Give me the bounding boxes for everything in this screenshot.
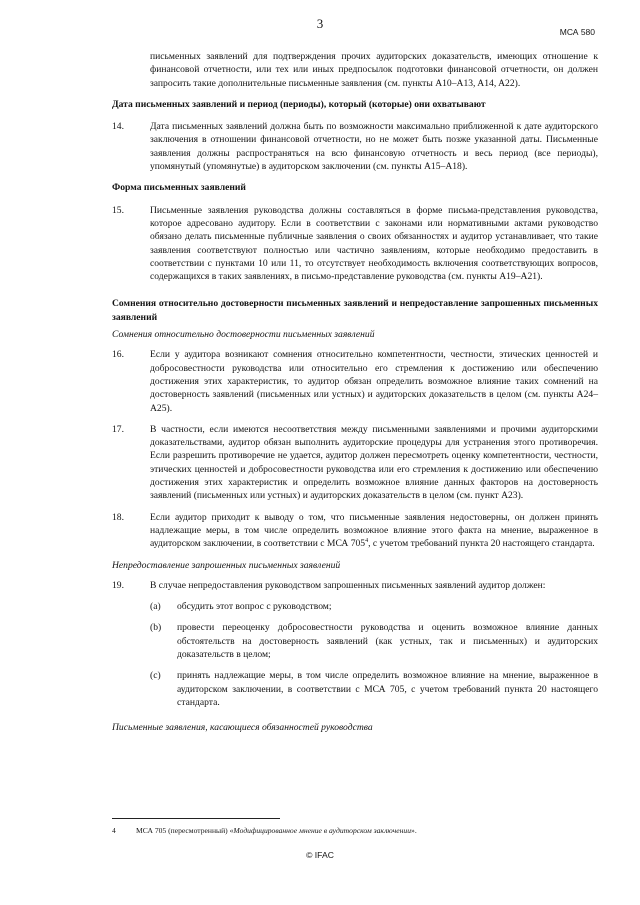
paragraph-18-text-b: , с учетом требований пункта 20 настоящего стандарта. — [368, 538, 595, 550]
subparagraph-text: провести переоценку добросовестности руководства и оценить возможное влияние данных обстоятельств на достоверность заявлений (как устных, так и письменных) и аудиторских доказательств в целом; — [177, 622, 598, 660]
paragraph-number: 15. — [112, 204, 124, 216]
heading-date-of-representations: Дата письменных заявлений и период (периоды), который (которые) они охватывают — [112, 98, 486, 110]
paragraph-text: В частности, если имеются несоответствия между письменными заявлениями и прочими аудиторскими доказательствами, аудитор обязан выполнить аудиторские процедуры для устранения этого противоречия. Если разрешить противоречие не удается, аудитор должен пересмотреть оценку компетентности, честности, этических ценностей и добросовестности руководства или его стремления к достижению или обеспечению достижения этих характеристик и определить возможное влияние данных факторов на достоверность заявлений (письменных или устных) и аудиторских доказательств в целом (см. пункт A23). — [150, 423, 598, 502]
subparagraph-label: (a) — [150, 601, 161, 613]
paragraph-text: Дата письменных заявлений должна быть по возможности максимально приближенной к дате аудиторского заключения в отношении финансовой отчетности, но не может быть позже указанной даты. Письменные заявления должны распространяться на всю финансовую отчетность и весь период (все периоды), упомянутый (упомянутые) в аудиторском заключении (см. пункты A15–A18). — [150, 121, 598, 173]
subparagraph-19b — [150, 621, 598, 661]
footnote-divider — [112, 818, 280, 819]
paragraph-15 — [112, 204, 598, 284]
copyright-notice: © IFAC — [306, 850, 334, 860]
paragraph-16 — [112, 348, 598, 414]
subparagraph-label: (b) — [150, 622, 162, 634]
heading-form-of-representations: Форма письменных заявлений — [112, 182, 246, 194]
subheading-doubts: Сомнения относительно достоверности письменных заявлений — [112, 329, 375, 341]
page-number: 3 — [316, 16, 324, 31]
paragraph-18 — [112, 511, 598, 551]
subparagraph-19a — [150, 600, 598, 613]
subheading-non-provision: Непредоставление запрошенных письменных заявлений — [112, 559, 341, 571]
paragraph-text: В случае непредоставления руководством запрошенных письменных заявлений аудитор должен: — [150, 579, 546, 591]
paragraph-number: 19. — [112, 579, 124, 591]
footnote-mark: 4 — [112, 826, 116, 835]
paragraph-17 — [112, 423, 598, 503]
subparagraph-19c — [150, 669, 598, 709]
footnote-reference: 4 — [365, 538, 369, 545]
footnote-source: МСА 705 (пересмотренный) « — [136, 826, 234, 835]
intro-paragraph: письменных заявлений для подтверждения прочих аудиторских доказательств, имеющих отношение к финансовой отчетности, или тех или иных предпосылок подготовки финансовой отчетности, он должен запросить такие дополнительные письменные заявления (см. пункты A10–A13, A14, A22). — [150, 51, 598, 89]
footnote-text — [136, 826, 417, 835]
subparagraph-text: обсудить этот вопрос с руководством; — [177, 601, 332, 613]
document-code: МСА 580 — [559, 27, 595, 37]
paragraph-number: 16. — [112, 349, 124, 361]
paragraph-number: 17. — [112, 423, 124, 435]
paragraph-18-text-a: Если аудитор приходит к выводу о том, что письменные заявления недостоверны, он должен принять надлежащие меры, в том числе определить возможное влияние этого факта на мнение, выраженное в аудиторском заключении, в соответствии с МСА 705 — [150, 511, 598, 550]
heading-doubts-and-non-provision: Сомнения относительно достоверности письменных заявлений и непредоставление запрошенных письменных заявлений — [112, 298, 598, 323]
footnote-title: Модифицированное мнение в аудиторском заключении — [233, 826, 412, 835]
paragraph-number: 14. — [112, 121, 124, 133]
subparagraph-text: принять надлежащие меры, в том числе определить возможное влияние на мнение, выраженное в аудиторском заключении, в соответствии с МСА 705, с учетом требований пункта 20 настоящего стандарта. — [177, 670, 598, 708]
subheading-management-responsibilities: Письменные заявления, касающиеся обязанностей руководства — [112, 722, 373, 734]
document-body — [112, 50, 598, 741]
paragraph-text: Письменные заявления руководства должны составляться в форме письма-представления руководства, которое адресовано аудитору. Если в соответствии с законами или нормативными актами руководство обязано делать письменные публичные заявления о своих обязанностях и аудитор устанавливает, что такие заявления соответствуют полностью или частично заявлениям, которые необходимо предоставить в соответствии с пунктами 10 или 11, то отсутствует необходимость включения соответствующих вопросов, содержащихся в таких заявлениях, в письмо-представление руководства (см. пункты A19–A21). — [150, 204, 598, 283]
paragraph-19 — [112, 579, 598, 592]
paragraph-number: 18. — [112, 511, 124, 523]
paragraph-text: Если у аудитора возникают сомнения относительно компетентности, честности, этических ценностей и добросовестности руководства или относительно его стремления к достижению или обеспечению достижения этих характеристик, то аудитор обязан определить возможное влияние таких сомнений на достоверность заявлений (письменных или устных) и аудиторских доказательств в целом (см. пункты A24–A25). — [150, 349, 598, 414]
footnote-end: ». — [411, 826, 417, 835]
footnote — [112, 826, 598, 835]
paragraph-text — [150, 511, 598, 551]
paragraph-14 — [112, 120, 598, 173]
subparagraph-label: (c) — [150, 670, 161, 682]
